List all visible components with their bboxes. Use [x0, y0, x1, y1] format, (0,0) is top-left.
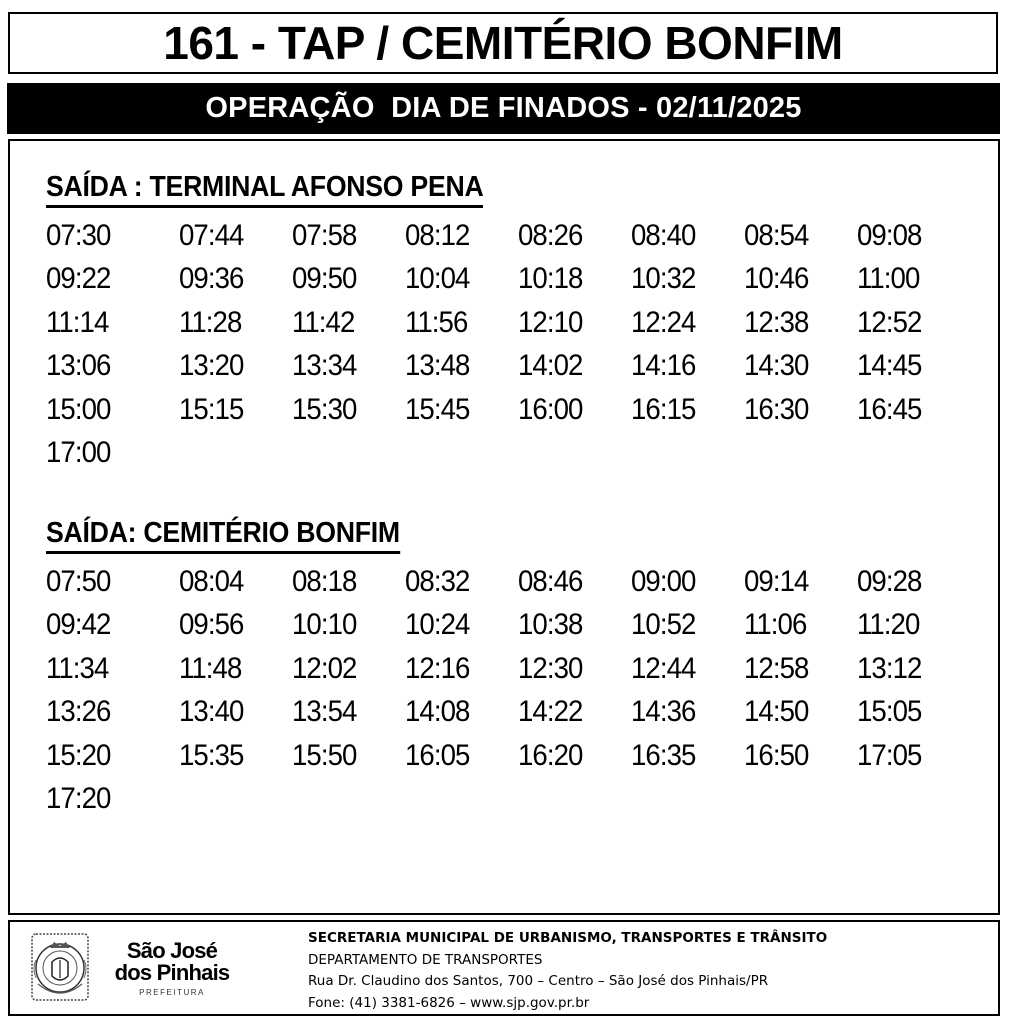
- departure-time: 14:36: [631, 695, 696, 729]
- departure-time: 10:10: [292, 608, 357, 642]
- section-heading: SAÍDA: CEMITÉRIO BONFIM: [46, 517, 400, 554]
- departure-time: 13:20: [179, 349, 244, 383]
- departure-time: 13:54: [292, 695, 357, 729]
- departure-time: 14:22: [518, 695, 583, 729]
- departure-time: 13:48: [405, 349, 470, 383]
- departure-time: 12:52: [857, 305, 922, 339]
- departure-time: 09:00: [631, 565, 696, 599]
- subtitle-bar: [7, 83, 1000, 134]
- schedule-box: [8, 139, 1000, 915]
- departure-time: 11:48: [179, 651, 242, 685]
- departure-time: 09:22: [46, 262, 111, 296]
- departure-time: 13:40: [179, 695, 244, 729]
- departure-time: 12:16: [405, 651, 470, 685]
- departure-time: 16:05: [405, 738, 470, 772]
- departure-time: 09:36: [179, 262, 244, 296]
- departure-time: 09:28: [857, 565, 922, 599]
- departure-time: 14:45: [857, 349, 922, 383]
- departure-time: 16:45: [857, 392, 922, 426]
- title-box: [8, 12, 998, 74]
- departure-time: 15:15: [179, 392, 244, 426]
- departure-time: 15:35: [179, 738, 244, 772]
- departure-time: 10:38: [518, 608, 583, 642]
- footer-text: [308, 928, 988, 1014]
- departure-time: 12:24: [631, 305, 696, 339]
- departure-time: 10:32: [631, 262, 696, 296]
- departure-time: 09:08: [857, 219, 922, 253]
- brand-subtitle: PREFEITURA: [139, 988, 205, 997]
- contact-info: Fone: (41) 3381-6826 – www.sjp.gov.pr.br: [308, 994, 590, 1011]
- address: Rua Dr. Claudino dos Santos, 700 – Centro – São José dos Pinhais/PR: [308, 973, 769, 989]
- departure-time: 08:32: [405, 565, 470, 599]
- departure-time: 14:02: [518, 349, 583, 383]
- departure-section-terminal: [46, 171, 976, 475]
- departure-time: 08:54: [744, 219, 809, 253]
- departure-time: 11:14: [46, 305, 109, 339]
- departure-time: 17:00: [46, 435, 111, 469]
- departure-time: 11:34: [46, 651, 109, 685]
- departure-time: 11:20: [857, 608, 920, 642]
- brand-name-line1: São José: [126, 938, 218, 963]
- departure-time: 10:24: [405, 608, 470, 642]
- departure-time: 16:15: [631, 392, 696, 426]
- departure-time: 12:44: [631, 651, 696, 685]
- departure-time: 07:58: [292, 219, 357, 253]
- departure-time: 14:16: [631, 349, 696, 383]
- section-heading: SAÍDA : TERMINAL AFONSO PENA: [46, 171, 483, 208]
- departure-time: 10:52: [631, 608, 696, 642]
- departure-time: 16:20: [518, 738, 583, 772]
- departure-time: 15:20: [46, 738, 111, 772]
- departure-time: 09:50: [292, 262, 357, 296]
- departure-time: 13:34: [292, 349, 357, 383]
- time-grid: [46, 214, 976, 474]
- departure-time: 16:00: [518, 392, 583, 426]
- departure-time: 14:30: [744, 349, 809, 383]
- departure-time: 11:28: [179, 305, 242, 339]
- departure-time: 15:50: [292, 738, 357, 772]
- brand-name-line2: dos Pinhais: [114, 960, 230, 985]
- departure-time: 13:12: [857, 651, 922, 685]
- municipal-seal-icon: [26, 932, 94, 1004]
- departure-time: 09:42: [46, 608, 111, 642]
- departure-time: 08:04: [179, 565, 244, 599]
- departure-time: 07:44: [179, 219, 244, 253]
- departure-section-cemetery: [46, 517, 976, 821]
- departure-time: 07:30: [46, 219, 111, 253]
- page-subtitle: OPERAÇÃO DIA DE FINADOS - 02/11/2025: [205, 92, 802, 124]
- departure-time: 10:46: [744, 262, 809, 296]
- departure-time: 16:30: [744, 392, 809, 426]
- departure-time: 11:00: [857, 262, 920, 296]
- departure-time: 12:58: [744, 651, 809, 685]
- departure-time: 08:18: [292, 565, 357, 599]
- departure-time: 17:20: [46, 781, 111, 815]
- departure-time: 16:35: [631, 738, 696, 772]
- departure-time: 14:08: [405, 695, 470, 729]
- department-name: DEPARTAMENTO DE TRANSPORTES: [308, 951, 543, 968]
- departure-time: 09:14: [744, 565, 809, 599]
- departure-time: 12:38: [744, 305, 809, 339]
- footer: [8, 920, 1000, 1016]
- departure-time: 12:02: [292, 651, 357, 685]
- departure-time: 15:45: [405, 392, 470, 426]
- departure-time: 11:06: [744, 608, 807, 642]
- departure-time: 11:42: [292, 305, 355, 339]
- departure-time: 17:05: [857, 738, 922, 772]
- departure-time: 11:56: [405, 305, 468, 339]
- secretariat-name: SECRETARIA MUNICIPAL DE URBANISMO, TRANSPORTES E TRÂNSITO: [308, 930, 828, 946]
- page-title: 161 - TAP / CEMITÉRIO BONFIM: [163, 17, 843, 69]
- departure-time: 13:26: [46, 695, 111, 729]
- departure-time: 15:30: [292, 392, 357, 426]
- departure-time: 10:04: [405, 262, 470, 296]
- departure-time: 08:40: [631, 219, 696, 253]
- departure-time: 15:00: [46, 392, 111, 426]
- departure-time: 07:50: [46, 565, 111, 599]
- departure-time: 09:56: [179, 608, 244, 642]
- departure-time: 16:50: [744, 738, 809, 772]
- departure-time: 08:46: [518, 565, 583, 599]
- departure-time: 08:26: [518, 219, 583, 253]
- departure-time: 13:06: [46, 349, 111, 383]
- departure-time: 10:18: [518, 262, 583, 296]
- departure-time: 08:12: [405, 219, 470, 253]
- time-grid: [46, 560, 976, 820]
- departure-time: 15:05: [857, 695, 922, 729]
- departure-time: 12:10: [518, 305, 583, 339]
- departure-time: 12:30: [518, 651, 583, 685]
- brand-name: [102, 940, 242, 984]
- departure-time: 14:50: [744, 695, 809, 729]
